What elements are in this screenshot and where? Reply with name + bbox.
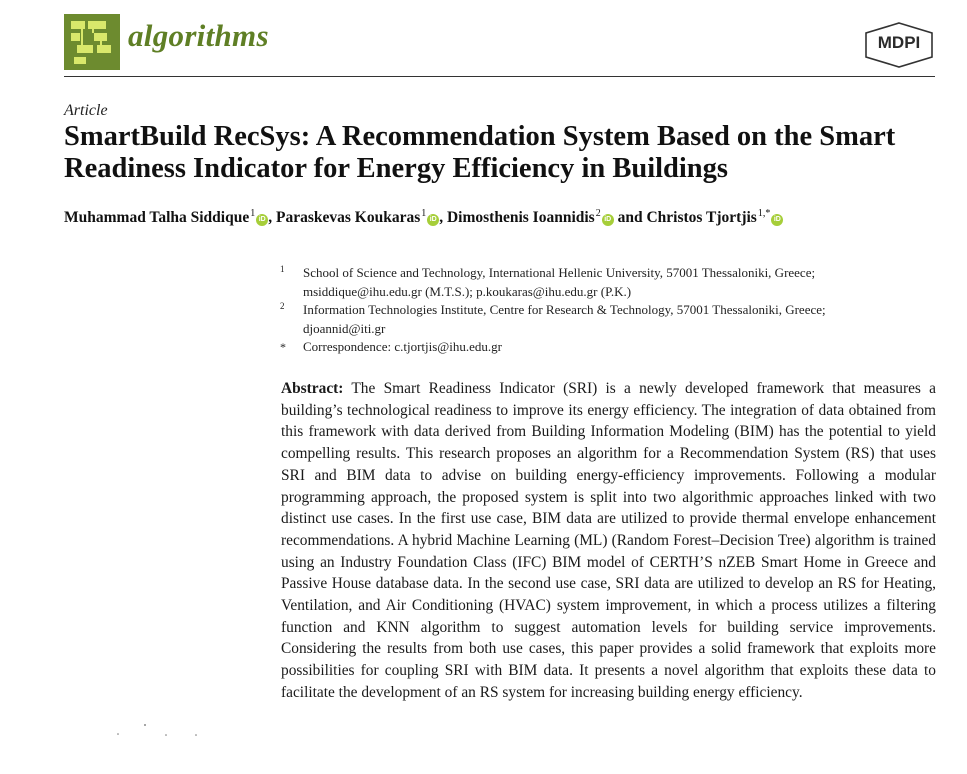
affiliation-mark: 2 — [280, 301, 285, 311]
author-affil-mark: 1 — [250, 208, 256, 219]
affiliation-line[interactable]: djoannid@iti.gr — [303, 320, 386, 336]
abstract — [281, 378, 936, 704]
abstract-text: The Smart Readiness Indicator (SRI) is a newly developed framework that measures a building’s technological readiness to improve its energy efficiency. The integration of data obtained from this framework with data derived from Building Information Modeling (BIM) has the potential to yield compelling results. This research proposes an algorithm for a Recommendation System (RS) that uses SRI and BIM data to advise on building energy-efficiency improvements. Following a modular programming approach, the proposed system is split into two algorithmic approaches linked with two distinct use cases. In the first use case, BIM data are utilized to provide thermal envelope enhancement recommendations. A hybrid Machine Learning (ML) (Random Forest–Decision Tree) algorithm is trained using an Industry Foundation Class (IFC) BIM model of CERTH’S nZEB Smart Home in Greece and Passive House database data. In the second use case, SRI data are utilized to develop an RS for Heating, Ventilation, and Air Conditioning (HVAC) system improvement, in which a process utilizes a filtering function and KNN algorithm to suggest automation levels for building service improvements. Considering the results from both use cases, this paper provides a solid framework that exploits more possibilities for coupling SRI with BIM data. It presents a novel algorithm that exploits these data to facilitate the development of an RS system for increasing building energy efficiency. — [281, 380, 936, 701]
orcid-icon[interactable]: iD — [427, 214, 439, 226]
affiliation-mark: 1 — [280, 264, 285, 274]
author-name: Muhammad Talha Siddique — [64, 209, 250, 226]
orcid-icon[interactable]: iD — [256, 214, 268, 226]
author-name: Dimosthenis Ioannidis — [446, 209, 595, 226]
author-affil-mark: 1,* — [757, 208, 771, 219]
scan-artifact-marks — [110, 720, 210, 740]
abstract-label: Abstract: — [281, 380, 344, 397]
publisher-name: MDPI — [877, 33, 921, 52]
affiliation-line: Information Technologies Institute, Centre for Research & Technology, 57001 Thessaloniki, Greece; — [303, 302, 826, 317]
orcid-icon[interactable]: iD — [602, 214, 614, 226]
article-title: SmartBuild RecSys: A Recommendation System Based on the Smart Readiness Indicator for Energy Efficiency in Buildings — [64, 121, 896, 184]
journal-logo — [64, 14, 120, 70]
affiliation-line[interactable]: msiddique@ihu.edu.gr (M.T.S.); p.koukaras@ihu.edu.gr (P.K.) — [303, 283, 632, 299]
journal-logo-icon — [64, 14, 120, 70]
author-name: Christos Tjortjis — [646, 209, 757, 226]
affiliations — [280, 264, 940, 357]
author-separator: , — [268, 209, 276, 226]
author-affil-mark: 2 — [595, 208, 601, 219]
header-divider — [64, 76, 935, 77]
affiliation-item — [280, 264, 940, 301]
author-name: Paraskevas Koukaras — [275, 209, 421, 226]
affiliation-line: School of Science and Technology, International Hellenic University, 57001 Thessaloniki, Greece; — [303, 265, 816, 280]
author-separator: , — [439, 209, 447, 226]
affiliation-item — [280, 301, 940, 338]
journal-name: algorithms — [128, 18, 269, 53]
author-separator: and — [613, 209, 647, 226]
author-list — [64, 208, 944, 227]
author-affil-mark: 1 — [421, 208, 427, 219]
correspondence-line[interactable]: Correspondence: c.tjortjis@ihu.edu.gr — [303, 339, 502, 354]
article-type: Article — [64, 102, 108, 119]
affiliation-mark: * — [280, 340, 286, 354]
publisher-logo — [864, 22, 934, 68]
orcid-icon[interactable]: iD — [771, 214, 783, 226]
correspondence-item — [280, 338, 940, 357]
